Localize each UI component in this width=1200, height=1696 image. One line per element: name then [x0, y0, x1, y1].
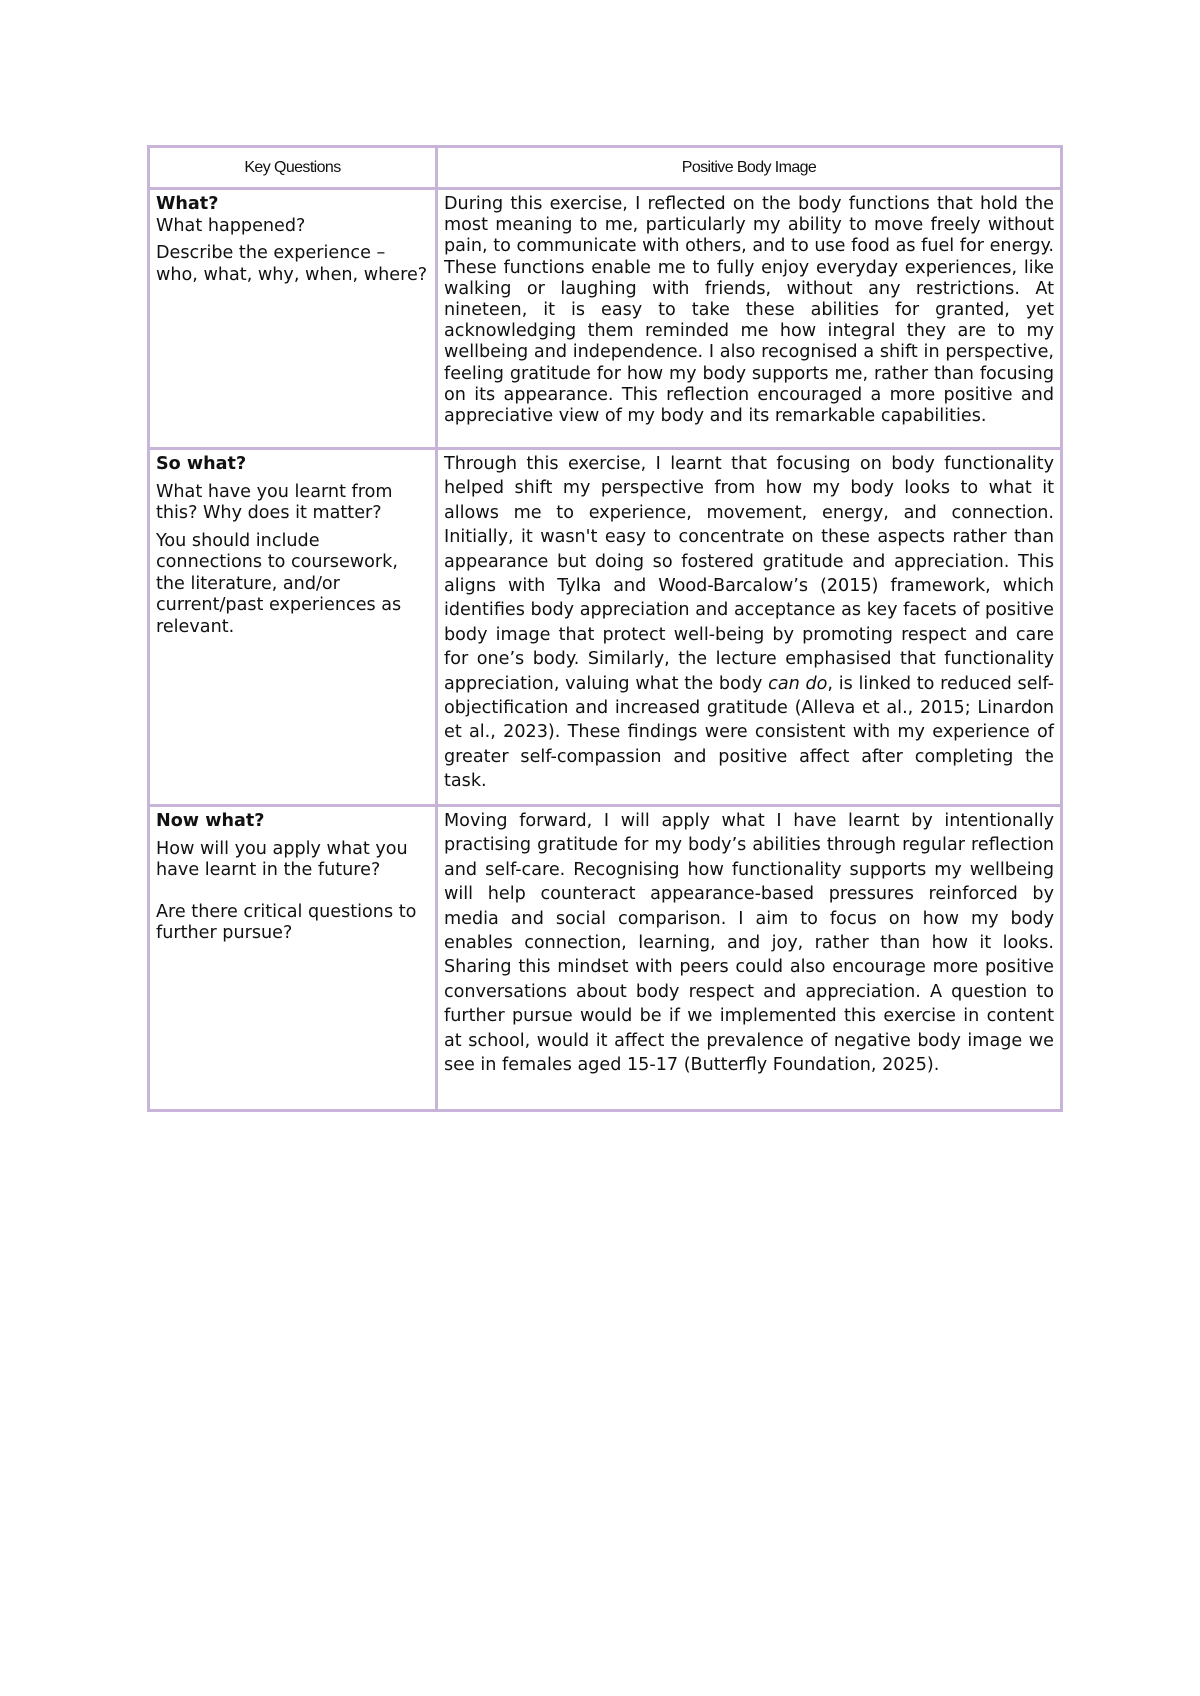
question-title: So what?	[156, 454, 247, 474]
question-prompt: Describe the experience – who, what, why, when, where?	[156, 243, 428, 285]
question-prompt: You should include connections to coursework, the literature, and/or current/past experiences as relevant.	[156, 530, 402, 637]
answer-text: Through this exercise, I learnt that focusing on body functionality helped shift my perspective from how my body looks to what it allows me to experience, movement, energy, and connection. Initially, it wasn't easy to concentrate on these aspects rather than appearance but doing so fostered gratitude and appreciation. This aligns with Tylka and Wood-Barcalow’s (2015) framework, which identifies body appreciation and acceptance as key facets of positive body image that protect well-being by promoting respect and care for one’s body. Similarly, the lecture emphasised that functionality appreciation, valuing what the body	[444, 454, 1054, 694]
answer-cell: Moving forward, I will apply what I have learnt by intentionally practising gratitude for my body’s abilities through regular reflection and self-care. Recognising how functionality supports my wellbeing will help counteract appearance-based pressures reinforced by media and social comparison. I aim to focus on how my body enables connection, learning, and joy, rather than how it looks. Sharing this mindset with peers could also encourage more positive conversations about body respect and appreciation. A question to further pursue would be if we implemented this exercise in content at school, would it affect the prevalence of negative body image we see in females aged 15-17 (Butterfly Foundation, 2025).	[437, 806, 1062, 1111]
question-cell	[149, 449, 437, 806]
question-cell	[149, 806, 437, 1111]
question-title: What?	[156, 194, 219, 214]
table-row	[149, 806, 1062, 1111]
question-prompt: What happened?	[156, 215, 306, 236]
answer-cell	[437, 449, 1062, 806]
header-key-questions: Key Questions	[149, 147, 437, 189]
question-title: Now what?	[156, 811, 265, 831]
answer-emphasis: can do	[768, 673, 828, 694]
answer-cell: During this exercise, I reflected on the body functions that hold the most meaning to me, particularly my ability to move freely without pain, to communicate with others, and to use food as fuel for energy. These functions enable me to fully enjoy everyday experiences, like walking or laughing with friends, without any restrictions. At nineteen, it is easy to take these abilities for granted, yet acknowledging them reminded me how integral they are to my wellbeing and independence. I also recognised a shift in perspective, feeling gratitude for how my body supports me, rather than focusing on its appearance. This reflection encouraged a more positive and appreciative view of my body and its remarkable capabilities.	[437, 189, 1062, 449]
question-prompt: Are there critical questions to further pursue?	[156, 901, 417, 943]
table-row	[149, 449, 1062, 806]
table-row	[149, 189, 1062, 449]
answer-text: , is linked to reduced self-objectification and increased gratitude (Alleva et al., 2015; Linardon et al., 2023). These findings were consistent with my experience of greater self-compassion and positive affect after completing the task.	[444, 673, 1054, 792]
question-cell	[149, 189, 437, 449]
reflection-table	[147, 145, 1063, 1112]
question-prompt: What have you learnt from this? Why does it matter?	[156, 481, 393, 523]
header-positive-body-image: Positive Body Image	[437, 147, 1062, 189]
question-prompt: How will you apply what you have learnt in the future?	[156, 838, 408, 880]
table-header-row	[149, 147, 1062, 189]
